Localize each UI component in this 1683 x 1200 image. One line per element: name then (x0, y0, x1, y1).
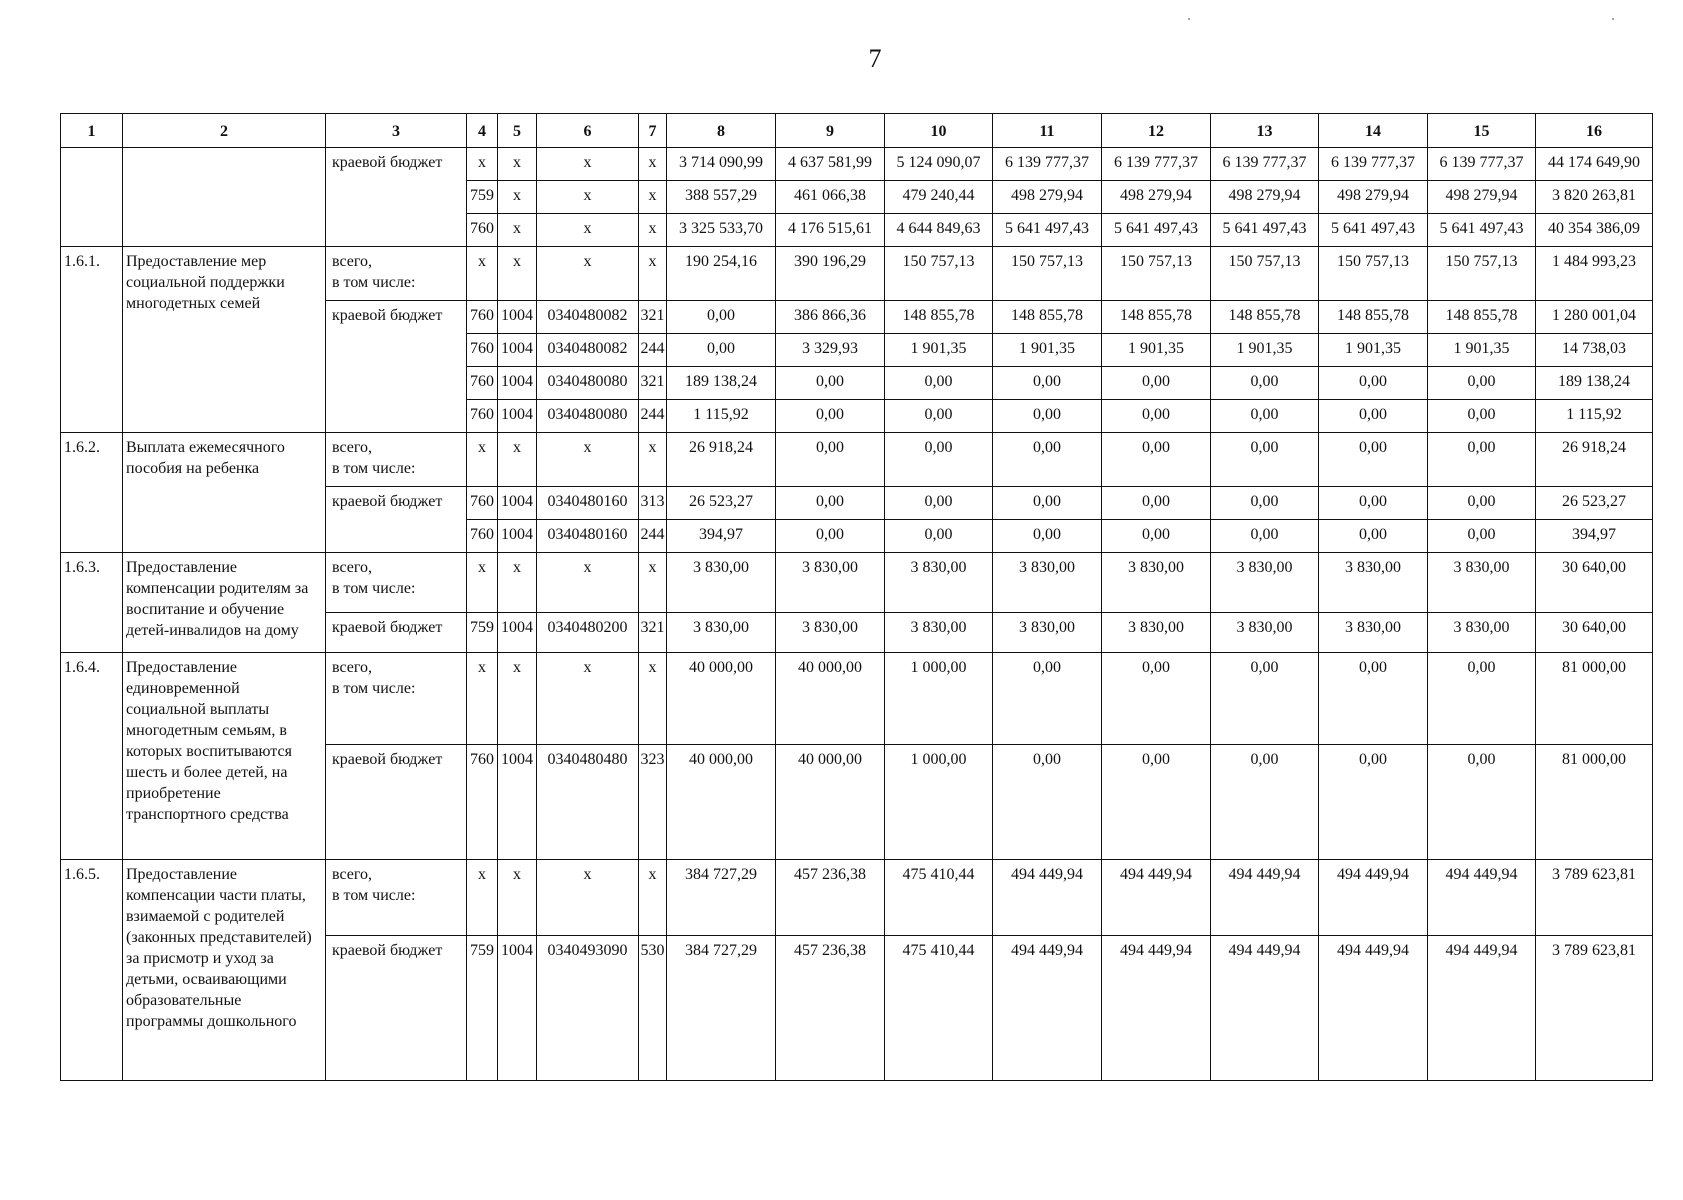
column-number: 2 (123, 114, 326, 148)
amount-cell: 0,00 (776, 520, 885, 553)
total-label: всего, в том числе: (326, 653, 467, 745)
amount-cell: 1 901,35 (1319, 334, 1428, 367)
code-cell: 1004 (498, 936, 537, 1081)
amount-cell: 475 410,44 (885, 860, 993, 936)
code-cell: 0340480480 (537, 745, 639, 860)
column-number: 1 (61, 114, 123, 148)
amount-cell: 3 830,00 (1211, 553, 1319, 613)
amount-cell: 3 789 623,81 (1536, 860, 1653, 936)
code-cell: 0340493090 (537, 936, 639, 1081)
amount-cell: 0,00 (993, 745, 1102, 860)
amount-cell: 1 901,35 (1102, 334, 1211, 367)
amount-cell: 498 279,94 (1102, 181, 1211, 214)
column-number: 16 (1536, 114, 1653, 148)
amount-cell: 394,97 (667, 520, 776, 553)
amount-cell: 3 830,00 (1428, 613, 1536, 653)
column-number: 10 (885, 114, 993, 148)
column-number: 3 (326, 114, 467, 148)
amount-cell: 0,00 (1211, 653, 1319, 745)
code-cell: x (498, 553, 537, 613)
amount-cell: 5 124 090,07 (885, 148, 993, 181)
amount-cell: 0,00 (885, 520, 993, 553)
amount-cell: 3 830,00 (776, 553, 885, 613)
amount-cell: 0,00 (1428, 745, 1536, 860)
amount-cell: 6 139 777,37 (1428, 148, 1536, 181)
amount-cell: 150 757,13 (1211, 247, 1319, 301)
code-cell: x (467, 860, 498, 936)
amount-cell: 0,00 (885, 433, 993, 487)
amount-cell: 4 176 515,61 (776, 214, 885, 247)
amount-cell: 498 279,94 (1319, 181, 1428, 214)
amount-cell: 4 637 581,99 (776, 148, 885, 181)
code-cell: 760 (467, 334, 498, 367)
amount-cell: 40 000,00 (776, 653, 885, 745)
code-cell: x (498, 148, 537, 181)
amount-cell: 5 641 497,43 (1211, 214, 1319, 247)
amount-cell: 1 115,92 (1536, 400, 1653, 433)
amount-cell: 3 830,00 (776, 613, 885, 653)
amount-cell: 0,00 (1102, 653, 1211, 745)
code-cell: 1004 (498, 301, 537, 334)
amount-cell: 0,00 (1428, 400, 1536, 433)
code-cell: 0340480080 (537, 400, 639, 433)
amount-cell: 150 757,13 (885, 247, 993, 301)
amount-cell: 0,00 (1102, 433, 1211, 487)
amount-cell: 457 236,38 (776, 936, 885, 1081)
code-cell: 1004 (498, 400, 537, 433)
code-cell: x (639, 181, 667, 214)
code-cell: x (639, 214, 667, 247)
amount-cell: 0,00 (776, 400, 885, 433)
amount-cell: 0,00 (1211, 520, 1319, 553)
code-cell: x (537, 181, 639, 214)
amount-cell: 148 855,78 (1428, 301, 1536, 334)
item-total-row (61, 553, 1653, 613)
item-index: 1.6.3. (61, 553, 123, 653)
amount-cell: 40 354 386,09 (1536, 214, 1653, 247)
item-total-row (61, 653, 1653, 745)
amount-cell: 0,00 (1319, 745, 1428, 860)
amount-cell: 0,00 (993, 520, 1102, 553)
amount-cell: 0,00 (993, 400, 1102, 433)
amount-cell: 0,00 (1319, 433, 1428, 487)
code-cell: 759 (467, 181, 498, 214)
amount-cell: 3 830,00 (993, 613, 1102, 653)
amount-cell: 6 139 777,37 (1319, 148, 1428, 181)
amount-cell: 388 557,29 (667, 181, 776, 214)
code-cell: 1004 (498, 487, 537, 520)
amount-cell: 394,97 (1536, 520, 1653, 553)
item-name: Предоставление единовременной социальной выплаты многодетным семьям, в которых воспитываются шесть и более детей, на приобретение транспортного средства (123, 653, 326, 860)
amount-cell: 0,00 (1102, 400, 1211, 433)
amount-cell: 1 115,92 (667, 400, 776, 433)
amount-cell: 494 449,94 (1102, 860, 1211, 936)
item-index: 1.6.2. (61, 433, 123, 553)
amount-cell: 150 757,13 (1102, 247, 1211, 301)
amount-cell: 0,00 (1319, 520, 1428, 553)
code-cell: x (498, 214, 537, 247)
item-total-row (61, 860, 1653, 936)
code-cell: 321 (639, 613, 667, 653)
item-name: Предоставление компенсации родителям за воспитание и обучение детей-инвалидов на дому (123, 553, 326, 653)
amount-cell: 0,00 (1102, 745, 1211, 860)
amount-cell: 0,00 (993, 433, 1102, 487)
code-cell: x (467, 553, 498, 613)
amount-cell: 494 449,94 (1319, 860, 1428, 936)
code-cell: x (537, 247, 639, 301)
amount-cell: 461 066,38 (776, 181, 885, 214)
source-cell: краевой бюджет (326, 745, 467, 860)
code-cell: 1004 (498, 334, 537, 367)
code-cell: x (639, 433, 667, 487)
amount-cell: 0,00 (776, 433, 885, 487)
amount-cell: 14 738,03 (1536, 334, 1653, 367)
code-cell: 760 (467, 400, 498, 433)
amount-cell: 5 641 497,43 (1102, 214, 1211, 247)
amount-cell: 1 901,35 (993, 334, 1102, 367)
amount-cell: 3 820 263,81 (1536, 181, 1653, 214)
amount-cell: 3 830,00 (885, 553, 993, 613)
amount-cell: 3 329,93 (776, 334, 885, 367)
amount-cell: 0,00 (1211, 433, 1319, 487)
amount-cell: 0,00 (776, 487, 885, 520)
amount-cell: 0,00 (885, 400, 993, 433)
amount-cell: 81 000,00 (1536, 653, 1653, 745)
amount-cell: 3 830,00 (667, 553, 776, 613)
page-number: 7 (868, 44, 882, 73)
amount-cell: 5 641 497,43 (993, 214, 1102, 247)
amount-cell: 0,00 (993, 367, 1102, 400)
amount-cell: 0,00 (885, 367, 993, 400)
column-number: 15 (1428, 114, 1536, 148)
amount-cell: 0,00 (667, 334, 776, 367)
code-cell: 0340480080 (537, 367, 639, 400)
index-cell (61, 148, 123, 247)
code-cell: x (537, 214, 639, 247)
code-cell: 1004 (498, 745, 537, 860)
amount-cell: 3 830,00 (1211, 613, 1319, 653)
amount-cell: 0,00 (1428, 433, 1536, 487)
column-number: 14 (1319, 114, 1428, 148)
amount-cell: 30 640,00 (1536, 613, 1653, 653)
column-number: 11 (993, 114, 1102, 148)
amount-cell: 479 240,44 (885, 181, 993, 214)
amount-cell: 475 410,44 (885, 936, 993, 1081)
amount-cell: 384 727,29 (667, 860, 776, 936)
column-number: 4 (467, 114, 498, 148)
code-cell: x (537, 553, 639, 613)
code-cell: x (639, 247, 667, 301)
code-cell: x (639, 860, 667, 936)
amount-cell: 0,00 (1428, 520, 1536, 553)
amount-cell: 3 830,00 (1319, 613, 1428, 653)
column-number: 6 (537, 114, 639, 148)
amount-cell: 150 757,13 (1319, 247, 1428, 301)
code-cell: x (498, 860, 537, 936)
code-cell: 1004 (498, 367, 537, 400)
code-cell: 760 (467, 301, 498, 334)
source-cell: краевой бюджет (326, 487, 467, 553)
column-number-row (61, 114, 1653, 148)
total-label: всего, в том числе: (326, 860, 467, 936)
amount-cell: 0,00 (1428, 487, 1536, 520)
code-cell: 0340480200 (537, 613, 639, 653)
amount-cell: 44 174 649,90 (1536, 148, 1653, 181)
column-number: 13 (1211, 114, 1319, 148)
item-index: 1.6.1. (61, 247, 123, 433)
table-row (61, 148, 1653, 181)
amount-cell: 1 280 001,04 (1536, 301, 1653, 334)
code-cell: x (467, 247, 498, 301)
amount-cell: 0,00 (1102, 487, 1211, 520)
amount-cell: 498 279,94 (1211, 181, 1319, 214)
code-cell: x (537, 860, 639, 936)
amount-cell: 189 138,24 (667, 367, 776, 400)
amount-cell: 0,00 (1211, 745, 1319, 860)
item-name: Предоставление компенсации части платы, взимаемой с родителей (законных представителей) за присмотр и уход за детьми, осваивающими образовательные программы дошкольного (123, 860, 326, 1081)
code-cell: 0340480082 (537, 301, 639, 334)
code-cell: x (467, 653, 498, 745)
amount-cell: 148 855,78 (993, 301, 1102, 334)
amount-cell: 384 727,29 (667, 936, 776, 1081)
amount-cell: 148 855,78 (1319, 301, 1428, 334)
amount-cell: 6 139 777,37 (1211, 148, 1319, 181)
amount-cell: 0,00 (993, 653, 1102, 745)
item-index: 1.6.4. (61, 653, 123, 860)
amount-cell: 1 000,00 (885, 745, 993, 860)
amount-cell: 26 523,27 (1536, 487, 1653, 520)
amount-cell: 494 449,94 (993, 860, 1102, 936)
amount-cell: 3 830,00 (1102, 613, 1211, 653)
amount-cell: 3 830,00 (885, 613, 993, 653)
scan-speck (1188, 18, 1190, 20)
code-cell: 244 (639, 520, 667, 553)
source-cell: краевой бюджет (326, 936, 467, 1081)
amount-cell: 3 830,00 (667, 613, 776, 653)
amount-cell: 5 641 497,43 (1428, 214, 1536, 247)
amount-cell: 40 000,00 (667, 653, 776, 745)
total-label: всего, в том числе: (326, 553, 467, 613)
item-index: 1.6.5. (61, 860, 123, 1081)
code-cell: 1004 (498, 613, 537, 653)
code-cell: x (639, 653, 667, 745)
amount-cell: 494 449,94 (1319, 936, 1428, 1081)
code-cell: x (639, 553, 667, 613)
budget-table (60, 113, 1653, 1081)
code-cell: 244 (639, 400, 667, 433)
total-label: всего, в том числе: (326, 433, 467, 487)
amount-cell: 0,00 (1211, 400, 1319, 433)
code-cell: 0340480160 (537, 520, 639, 553)
column-number: 9 (776, 114, 885, 148)
code-cell: 1004 (498, 520, 537, 553)
code-cell: 0340480160 (537, 487, 639, 520)
amount-cell: 0,00 (1319, 653, 1428, 745)
amount-cell: 0,00 (1319, 367, 1428, 400)
code-cell: x (537, 653, 639, 745)
amount-cell: 1 901,35 (1428, 334, 1536, 367)
amount-cell: 26 918,24 (1536, 433, 1653, 487)
amount-cell: 0,00 (1211, 367, 1319, 400)
amount-cell: 3 714 090,99 (667, 148, 776, 181)
code-cell: 313 (639, 487, 667, 520)
amount-cell: 1 901,35 (1211, 334, 1319, 367)
amount-cell: 494 449,94 (993, 936, 1102, 1081)
amount-cell: 0,00 (1319, 487, 1428, 520)
code-cell: 759 (467, 613, 498, 653)
source-cell: краевой бюджет (326, 148, 467, 247)
amount-cell: 0,00 (885, 487, 993, 520)
code-cell: 0340480082 (537, 334, 639, 367)
amount-cell: 494 449,94 (1428, 860, 1536, 936)
code-cell: x (498, 433, 537, 487)
column-number: 8 (667, 114, 776, 148)
amount-cell: 189 138,24 (1536, 367, 1653, 400)
amount-cell: 1 000,00 (885, 653, 993, 745)
amount-cell: 26 523,27 (667, 487, 776, 520)
column-number: 7 (639, 114, 667, 148)
code-cell: 244 (639, 334, 667, 367)
code-cell: 530 (639, 936, 667, 1081)
column-number: 5 (498, 114, 537, 148)
amount-cell: 498 279,94 (993, 181, 1102, 214)
amount-cell: 40 000,00 (667, 745, 776, 860)
amount-cell: 148 855,78 (1102, 301, 1211, 334)
amount-cell: 3 830,00 (993, 553, 1102, 613)
source-cell: краевой бюджет (326, 301, 467, 433)
total-label: всего, в том числе: (326, 247, 467, 301)
amount-cell: 0,00 (1102, 367, 1211, 400)
amount-cell: 386 866,36 (776, 301, 885, 334)
code-cell: 760 (467, 520, 498, 553)
code-cell: 323 (639, 745, 667, 860)
amount-cell: 40 000,00 (776, 745, 885, 860)
code-cell: 759 (467, 936, 498, 1081)
item-total-row (61, 247, 1653, 301)
amount-cell: 457 236,38 (776, 860, 885, 936)
amount-cell: 81 000,00 (1536, 745, 1653, 860)
code-cell: x (467, 433, 498, 487)
name-cell (123, 148, 326, 247)
code-cell: x (537, 433, 639, 487)
item-name: Предоставление мер социальной поддержки многодетных семей (123, 247, 326, 433)
item-total-row (61, 433, 1653, 487)
amount-cell: 3 789 623,81 (1536, 936, 1653, 1081)
code-cell: 760 (467, 487, 498, 520)
amount-cell: 0,00 (1102, 520, 1211, 553)
column-number: 12 (1102, 114, 1211, 148)
amount-cell: 0,00 (1319, 400, 1428, 433)
amount-cell: 150 757,13 (993, 247, 1102, 301)
amount-cell: 30 640,00 (1536, 553, 1653, 613)
amount-cell: 4 644 849,63 (885, 214, 993, 247)
amount-cell: 494 449,94 (1428, 936, 1536, 1081)
code-cell: x (498, 181, 537, 214)
amount-cell: 148 855,78 (885, 301, 993, 334)
code-cell: 760 (467, 214, 498, 247)
amount-cell: 6 139 777,37 (993, 148, 1102, 181)
amount-cell: 390 196,29 (776, 247, 885, 301)
amount-cell: 1 901,35 (885, 334, 993, 367)
amount-cell: 0,00 (1211, 487, 1319, 520)
amount-cell: 494 449,94 (1102, 936, 1211, 1081)
amount-cell: 3 325 533,70 (667, 214, 776, 247)
scan-speck (1612, 18, 1614, 20)
amount-cell: 0,00 (993, 487, 1102, 520)
code-cell: x (498, 247, 537, 301)
source-cell: краевой бюджет (326, 613, 467, 653)
amount-cell: 5 641 497,43 (1319, 214, 1428, 247)
code-cell: x (498, 653, 537, 745)
code-cell: x (639, 148, 667, 181)
code-cell: 760 (467, 367, 498, 400)
amount-cell: 148 855,78 (1211, 301, 1319, 334)
item-name: Выплата ежемесячного пособия на ребенка (123, 433, 326, 553)
amount-cell: 3 830,00 (1102, 553, 1211, 613)
amount-cell: 3 830,00 (1428, 553, 1536, 613)
code-cell: x (467, 148, 498, 181)
amount-cell: 1 484 993,23 (1536, 247, 1653, 301)
code-cell: x (537, 148, 639, 181)
amount-cell: 190 254,16 (667, 247, 776, 301)
amount-cell: 0,00 (1428, 653, 1536, 745)
amount-cell: 498 279,94 (1428, 181, 1536, 214)
amount-cell: 0,00 (667, 301, 776, 334)
amount-cell: 26 918,24 (667, 433, 776, 487)
code-cell: 760 (467, 745, 498, 860)
code-cell: 321 (639, 301, 667, 334)
amount-cell: 6 139 777,37 (1102, 148, 1211, 181)
code-cell: 321 (639, 367, 667, 400)
amount-cell: 0,00 (1428, 367, 1536, 400)
amount-cell: 0,00 (776, 367, 885, 400)
amount-cell: 150 757,13 (1428, 247, 1536, 301)
amount-cell: 3 830,00 (1319, 553, 1428, 613)
amount-cell: 494 449,94 (1211, 936, 1319, 1081)
amount-cell: 494 449,94 (1211, 860, 1319, 936)
